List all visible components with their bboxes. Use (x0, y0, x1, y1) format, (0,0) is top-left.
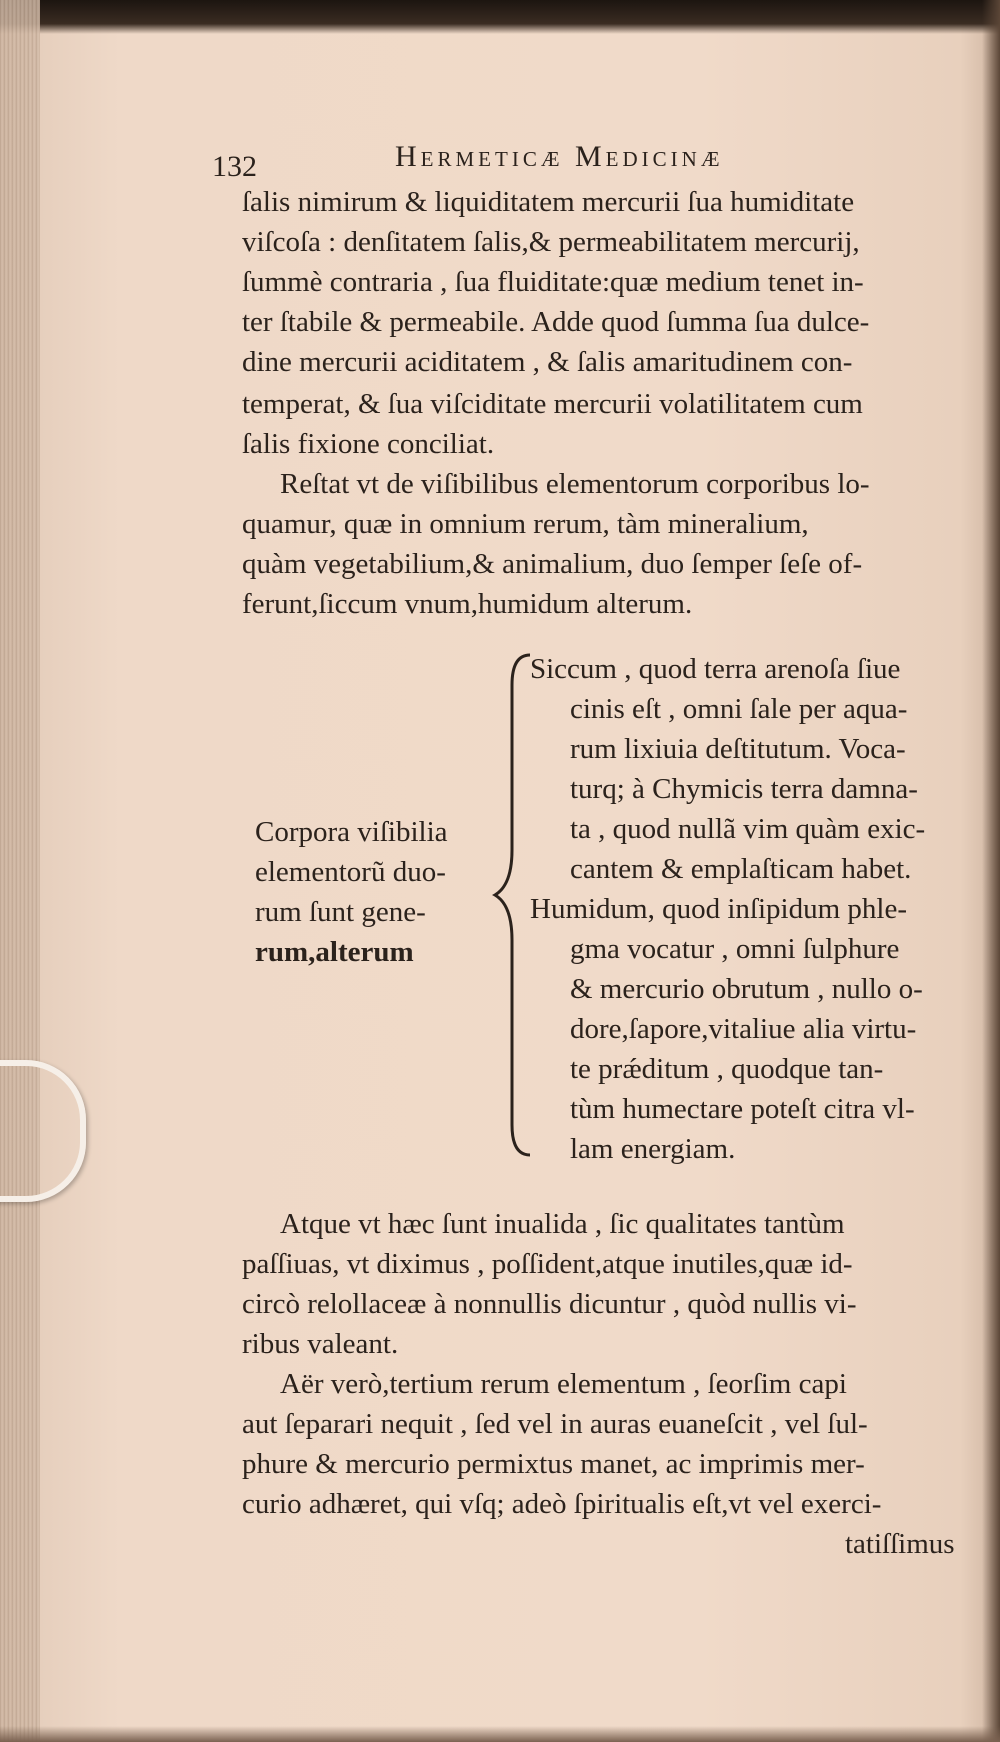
page-top-shadow (0, 0, 1000, 34)
text-line: quàm vegetabilium,& animalium, duo ſemper ſeſe of- (242, 548, 863, 580)
text-line: ribus valeant. (242, 1328, 399, 1360)
humidum-line: tùm humectare poteſt citra vl- (570, 1093, 915, 1125)
running-title: Hermeticæ Medicinæ (395, 140, 724, 173)
text-line: phure & mercurio permixtus manet, ac imprimis mer- (242, 1448, 865, 1480)
text-line: dine mercurii aciditatem , & ſalis amaritudinem con- (242, 346, 853, 378)
siccum-line: Siccum , quod terra arenoſa ſiue (530, 653, 901, 685)
siccum-line: cinis eſt , omni ſale per aqua- (570, 693, 908, 725)
text-line: circò relollaceæ à nonnullis dicuntur , quòd nullis vi- (242, 1288, 857, 1320)
page-number: 132 (212, 150, 257, 183)
siccum-line: cantem & emplaſticam habet. (570, 853, 912, 885)
text-line: Atque vt hæc ſunt inualida , ſic qualitates tantùm (280, 1208, 845, 1240)
text-line: viſcoſa : denſitatem ſalis,& permeabilitatem mercurij, (242, 226, 860, 258)
text-line: ferunt,ſiccum vnum,humidum alterum. (242, 588, 693, 620)
text-line: ſummè contraria , ſua fluiditate:quæ medium tenet in- (242, 266, 864, 298)
text-line: ſalis nimirum & liquiditatem mercurii ſua humiditate (242, 186, 855, 218)
siccum-line: ta , quod nullã vim quàm exic- (570, 813, 926, 845)
humidum-line: te prǽditum , quodque tan- (570, 1053, 884, 1085)
text-line: ſalis fixione conciliat. (242, 428, 495, 460)
catchword: tatiſſimus (845, 1528, 955, 1560)
text-line: ter ſtabile & permeabile. Adde quod ſumma ſua dulce- (242, 306, 870, 338)
humidum-line: & mercurio obrutum , nullo o- (570, 973, 923, 1005)
siccum-line: rum lixiuia deſtitutum. Voca- (570, 733, 906, 765)
humidum-line: Humidum, quod inſipidum phle- (530, 893, 907, 925)
table-label-line: elementorũ duo- (255, 856, 446, 888)
page-clip-icon (0, 1060, 86, 1202)
text-line: curio adhæret, qui vſq; adeò ſpiritualis eſt,vt vel exerci- (242, 1488, 882, 1520)
humidum-line: gma vocatur , omni ſulphure (570, 933, 900, 965)
text-line: quamur, quæ in omnium rerum, tàm mineralium, (242, 508, 809, 540)
page-stack-edge (0, 0, 40, 1742)
text-line: temperat, & ſua viſciditate mercurii volatilitatem cum (242, 388, 863, 420)
humidum-line: dore,ſapore,vitaliue alia virtu- (570, 1013, 917, 1045)
page-bottom-shadow (0, 1726, 1000, 1742)
table-label-line: rum ſunt gene- (255, 896, 426, 928)
table-label-line: Corpora viſibilia (255, 816, 448, 848)
text-line: aut ſeparari nequit , ſed vel in auras euaneſcit , vel ſul- (242, 1408, 868, 1440)
text-line: Reſtat vt de viſibilibus elementorum corporibus lo- (280, 468, 870, 500)
text-line: paſſiuas, vt diximus , poſſident,atque inutiles,quæ id- (242, 1248, 853, 1280)
siccum-line: turq; à Chymicis terra damna- (570, 773, 918, 805)
page-right-shadow (982, 0, 1000, 1742)
text-line: Aër verò,tertium rerum elementum , ſeorſim capi (280, 1368, 847, 1400)
humidum-line: lam energiam. (570, 1133, 736, 1165)
table-label-line: rum,alterum (255, 936, 414, 968)
